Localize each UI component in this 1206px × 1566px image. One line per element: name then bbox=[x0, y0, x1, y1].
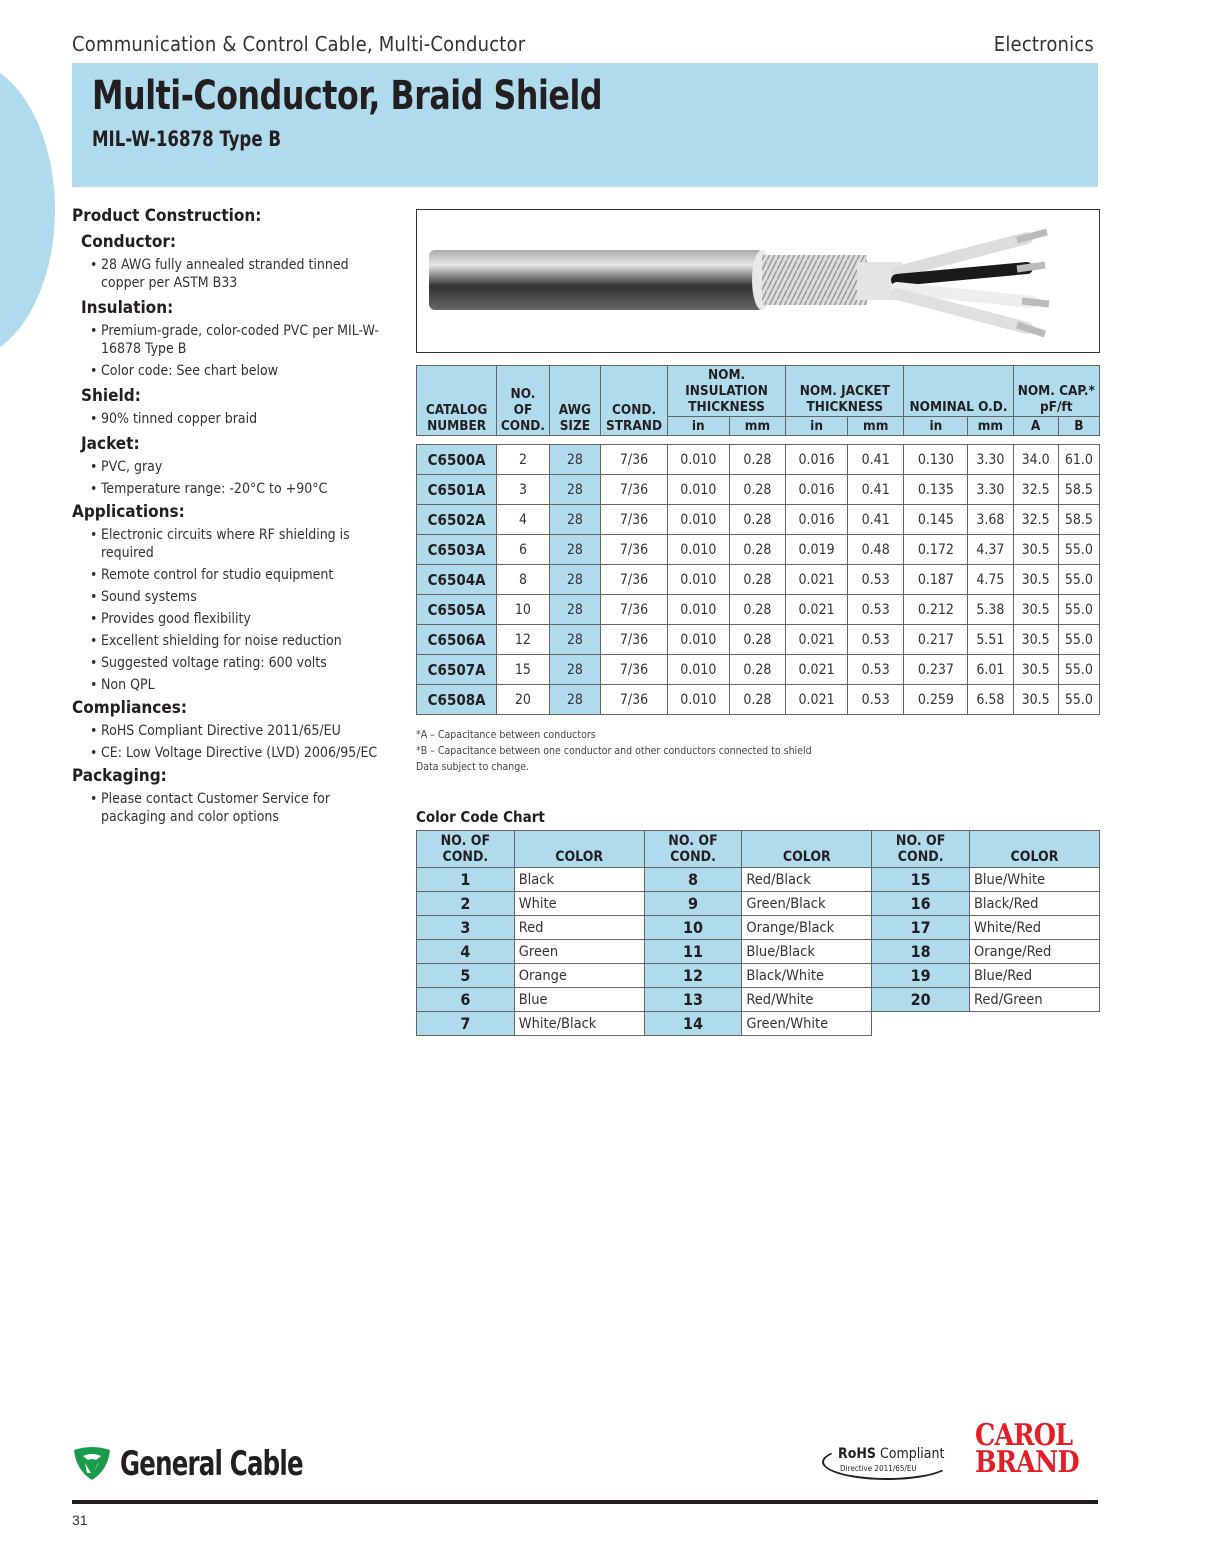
table-cell: 5.51 bbox=[968, 625, 1013, 655]
list-item: • Color code: See chart below bbox=[101, 362, 392, 380]
conductor-color: Orange bbox=[514, 964, 644, 988]
table-cell: 0.28 bbox=[729, 445, 786, 475]
category-label: Communication & Control Cable, Multi-Conductor bbox=[72, 32, 526, 56]
table-cell: 3 bbox=[497, 475, 549, 505]
compliances-list bbox=[72, 722, 392, 762]
conductor-color: Orange/Red bbox=[969, 940, 1099, 964]
table-cell: 0.41 bbox=[847, 505, 904, 535]
table-cell: 0.010 bbox=[667, 625, 729, 655]
list-item: • Sound systems bbox=[101, 588, 392, 606]
table-cell: 0.28 bbox=[729, 475, 786, 505]
conductor-color: Blue bbox=[514, 988, 644, 1012]
table-cell: 0.217 bbox=[904, 625, 968, 655]
cable-product-image bbox=[416, 209, 1100, 353]
list-item: • RoHS Compliant Directive 2011/65/EU bbox=[101, 722, 392, 740]
table-cell: 0.237 bbox=[904, 655, 968, 685]
table-cell: 3.30 bbox=[968, 475, 1013, 505]
catalog-number: C6502A bbox=[417, 505, 497, 535]
conductor-color: Red/Green bbox=[969, 988, 1099, 1012]
header-od: NOMINAL O.D. bbox=[904, 366, 1013, 417]
table-cell: 30.5 bbox=[1013, 625, 1058, 655]
conductor-number: 14 bbox=[644, 1012, 742, 1036]
table-cell: 8 bbox=[497, 565, 549, 595]
conductor-number: 19 bbox=[872, 964, 970, 988]
table-cell: 30.5 bbox=[1013, 535, 1058, 565]
compliances-heading: Compliances: bbox=[72, 698, 187, 718]
table-cell: 34.0 bbox=[1013, 445, 1058, 475]
header-jacket: NOM. JACKET THICKNESS bbox=[786, 366, 904, 417]
table-cell: 28 bbox=[549, 655, 600, 685]
table-cell: 0.145 bbox=[904, 505, 968, 535]
conductor-number: 6 bbox=[417, 988, 515, 1012]
conductor-number: 16 bbox=[872, 892, 970, 916]
table-row bbox=[417, 988, 1100, 1012]
table-cell: 3.68 bbox=[968, 505, 1013, 535]
table-cell: 0.010 bbox=[667, 505, 729, 535]
general-cable-shield-icon bbox=[72, 1446, 112, 1482]
table-cell: 0.021 bbox=[786, 595, 848, 625]
table-cell: 55.0 bbox=[1058, 685, 1099, 715]
empty-cell bbox=[872, 1012, 1100, 1036]
list-item: • Please contact Customer Service for packaging and color options bbox=[101, 790, 392, 826]
table-cell: 28 bbox=[549, 625, 600, 655]
table-row bbox=[417, 535, 1100, 565]
conductor-color: Black/White bbox=[742, 964, 872, 988]
conductor-number: 13 bbox=[644, 988, 742, 1012]
conductor-list bbox=[72, 256, 392, 292]
list-item: • Suggested voltage rating: 600 volts bbox=[101, 654, 392, 672]
table-cell: 0.28 bbox=[729, 655, 786, 685]
color-code-body bbox=[417, 868, 1100, 1036]
table-cell: 0.41 bbox=[847, 475, 904, 505]
catalog-number: C6506A bbox=[417, 625, 497, 655]
table-cell: 0.016 bbox=[786, 445, 848, 475]
table-cell: 0.021 bbox=[786, 565, 848, 595]
applications-heading: Applications: bbox=[72, 502, 185, 522]
table-row bbox=[417, 565, 1100, 595]
insulation-list bbox=[72, 322, 392, 380]
conductor-number: 10 bbox=[644, 916, 742, 940]
table-row bbox=[417, 940, 1100, 964]
table-row bbox=[417, 1012, 1100, 1036]
table-row bbox=[417, 445, 1100, 475]
general-cable-logo bbox=[72, 1444, 348, 1484]
table-cell: 7/36 bbox=[601, 595, 668, 625]
color-code-table bbox=[416, 830, 1100, 1036]
table-cell: 0.187 bbox=[904, 565, 968, 595]
table-row bbox=[417, 625, 1100, 655]
table-cell: 7/36 bbox=[601, 565, 668, 595]
table-cell: 0.53 bbox=[847, 655, 904, 685]
applications-list bbox=[72, 526, 392, 694]
conductor-color: White/Black bbox=[514, 1012, 644, 1036]
side-decorative-arc bbox=[0, 60, 55, 360]
table-cell: 0.53 bbox=[847, 685, 904, 715]
table-cell: 6.01 bbox=[968, 655, 1013, 685]
table-cell: 7/36 bbox=[601, 535, 668, 565]
table-cell: 0.019 bbox=[786, 535, 848, 565]
catalog-number: C6508A bbox=[417, 685, 497, 715]
packaging-list bbox=[72, 790, 392, 826]
table-cell: 6.58 bbox=[968, 685, 1013, 715]
conductor-color: Black bbox=[514, 868, 644, 892]
table-cell: 28 bbox=[549, 445, 600, 475]
brand-name: General Cable bbox=[120, 1444, 303, 1484]
spec-table bbox=[416, 365, 1100, 715]
table-cell: 55.0 bbox=[1058, 625, 1099, 655]
conductor-number: 18 bbox=[872, 940, 970, 964]
table-cell: 0.28 bbox=[729, 685, 786, 715]
conductor-color: Red/White bbox=[742, 988, 872, 1012]
list-item: • Premium-grade, color-coded PVC per MIL-W-16878 Type B bbox=[101, 322, 392, 358]
header-unit: in bbox=[786, 417, 848, 436]
table-cell: 0.130 bbox=[904, 445, 968, 475]
table-cell: 3.30 bbox=[968, 445, 1013, 475]
carol-line1: CAROL bbox=[975, 1418, 1073, 1453]
table-cell: 4 bbox=[497, 505, 549, 535]
list-item: • Remote control for studio equipment bbox=[101, 566, 392, 584]
header-cond: NO. OF COND. bbox=[644, 831, 742, 868]
table-cell: 0.41 bbox=[847, 445, 904, 475]
conductor-color: Green/Black bbox=[742, 892, 872, 916]
cable-illustration-icon bbox=[417, 210, 1099, 352]
conductor-number: 9 bbox=[644, 892, 742, 916]
table-cell: 0.010 bbox=[667, 565, 729, 595]
list-item: • Temperature range: -20°C to +90°C bbox=[101, 480, 392, 498]
carol-brand-logo bbox=[975, 1418, 1079, 1480]
list-item: • Electronic circuits where RF shielding is required bbox=[101, 526, 392, 562]
table-cell: 58.5 bbox=[1058, 505, 1099, 535]
list-item: • 28 AWG fully annealed stranded tinned copper per ASTM B33 bbox=[101, 256, 392, 292]
packaging-heading: Packaging: bbox=[72, 766, 167, 786]
list-item: • 90% tinned copper braid bbox=[101, 410, 392, 428]
table-cell: 7/36 bbox=[601, 655, 668, 685]
shield-list bbox=[72, 410, 392, 428]
table-cell: 28 bbox=[549, 475, 600, 505]
conductor-heading: Conductor: bbox=[81, 232, 177, 252]
conductor-color: Blue/Red bbox=[969, 964, 1099, 988]
table-cell: 28 bbox=[549, 595, 600, 625]
table-cell: 0.021 bbox=[786, 625, 848, 655]
list-item: • Non QPL bbox=[101, 676, 392, 694]
header-color: COLOR bbox=[514, 831, 644, 868]
table-row bbox=[417, 892, 1100, 916]
table-cell: 32.5 bbox=[1013, 475, 1058, 505]
conductor-color: Black/Red bbox=[969, 892, 1099, 916]
header-unit: mm bbox=[968, 417, 1013, 436]
table-row bbox=[417, 868, 1100, 892]
table-cell: 32.5 bbox=[1013, 505, 1058, 535]
table-cell: 7/36 bbox=[601, 445, 668, 475]
conductor-color: White/Red bbox=[969, 916, 1099, 940]
table-cell: 0.53 bbox=[847, 595, 904, 625]
header-cond: NO. OF COND. bbox=[497, 366, 549, 436]
rohs-label bbox=[838, 1446, 944, 1462]
note-a: *A – Capacitance between conductors bbox=[416, 729, 596, 741]
conductor-number: 5 bbox=[417, 964, 515, 988]
table-cell: 0.53 bbox=[847, 625, 904, 655]
list-item: • Excellent shielding for noise reduction bbox=[101, 632, 392, 650]
table-cell: 0.016 bbox=[786, 505, 848, 535]
table-cell: 4.75 bbox=[968, 565, 1013, 595]
table-row bbox=[417, 916, 1100, 940]
table-cell: 0.259 bbox=[904, 685, 968, 715]
jacket-heading: Jacket: bbox=[81, 434, 140, 454]
conductor-color: Red/Black bbox=[742, 868, 872, 892]
shield-heading: Shield: bbox=[81, 386, 141, 406]
header-unit: mm bbox=[729, 417, 786, 436]
table-row bbox=[417, 964, 1100, 988]
header-color: COLOR bbox=[969, 831, 1099, 868]
jacket-list bbox=[72, 458, 392, 498]
table-cell: 0.48 bbox=[847, 535, 904, 565]
rohs-compliant: Compliant bbox=[879, 1446, 945, 1462]
table-cell: 0.010 bbox=[667, 595, 729, 625]
conductor-number: 4 bbox=[417, 940, 515, 964]
table-cell: 0.010 bbox=[667, 655, 729, 685]
construction-heading: Product Construction: bbox=[72, 206, 262, 226]
rohs-directive: Directive 2011/65/EU bbox=[840, 1464, 917, 1473]
header-unit: B bbox=[1058, 417, 1099, 436]
table-cell: 55.0 bbox=[1058, 535, 1099, 565]
rohs-logo bbox=[822, 1440, 950, 1480]
conductor-color: Green/White bbox=[742, 1012, 872, 1036]
conductor-number: 12 bbox=[644, 964, 742, 988]
table-cell: 0.021 bbox=[786, 685, 848, 715]
list-item: • CE: Low Voltage Directive (LVD) 2006/95/EC bbox=[101, 744, 392, 762]
table-cell: 28 bbox=[549, 535, 600, 565]
carol-line2: BRAND bbox=[975, 1445, 1079, 1480]
conductor-number: 11 bbox=[644, 940, 742, 964]
table-cell: 0.021 bbox=[786, 655, 848, 685]
catalog-number: C6505A bbox=[417, 595, 497, 625]
table-cell: 0.010 bbox=[667, 475, 729, 505]
table-cell: 30.5 bbox=[1013, 565, 1058, 595]
header-cond: NO. OF COND. bbox=[872, 831, 970, 868]
table-cell: 7/36 bbox=[601, 475, 668, 505]
table-cell: 0.010 bbox=[667, 445, 729, 475]
table-cell: 10 bbox=[497, 595, 549, 625]
header-insulation: NOM. INSULATION THICKNESS bbox=[667, 366, 785, 417]
table-cell: 20 bbox=[497, 685, 549, 715]
list-item: • Provides good flexibility bbox=[101, 610, 392, 628]
table-cell: 7/36 bbox=[601, 625, 668, 655]
note-disclaimer: Data subject to change. bbox=[416, 761, 530, 773]
catalog-number: C6504A bbox=[417, 565, 497, 595]
table-cell: 6 bbox=[497, 535, 549, 565]
header-unit: in bbox=[904, 417, 968, 436]
header-unit: A bbox=[1013, 417, 1058, 436]
insulation-heading: Insulation: bbox=[81, 298, 174, 318]
conductor-number: 17 bbox=[872, 916, 970, 940]
header-color: COLOR bbox=[742, 831, 872, 868]
catalog-number: C6501A bbox=[417, 475, 497, 505]
table-cell: 0.53 bbox=[847, 565, 904, 595]
table-row bbox=[417, 475, 1100, 505]
table-cell: 0.010 bbox=[667, 685, 729, 715]
conductor-color: Red bbox=[514, 916, 644, 940]
header-strand: COND. STRAND bbox=[601, 366, 668, 436]
color-chart-title: Color Code Chart bbox=[416, 808, 545, 826]
table-row bbox=[417, 595, 1100, 625]
table-cell: 0.28 bbox=[729, 535, 786, 565]
table-cell: 7/36 bbox=[601, 685, 668, 715]
table-cell: 55.0 bbox=[1058, 565, 1099, 595]
conductor-color: Green bbox=[514, 940, 644, 964]
table-cell: 2 bbox=[497, 445, 549, 475]
page-subtitle: MIL-W-16878 Type B bbox=[92, 127, 282, 151]
catalog-number: C6503A bbox=[417, 535, 497, 565]
table-row bbox=[417, 505, 1100, 535]
table-cell: 0.28 bbox=[729, 565, 786, 595]
table-cell: 15 bbox=[497, 655, 549, 685]
table-cell: 30.5 bbox=[1013, 685, 1058, 715]
table-cell: 0.212 bbox=[904, 595, 968, 625]
conductor-number: 7 bbox=[417, 1012, 515, 1036]
header-cap: NOM. CAP.* pF/ft bbox=[1013, 366, 1100, 417]
table-row bbox=[417, 655, 1100, 685]
product-info-column bbox=[72, 206, 392, 830]
table-cell: 0.28 bbox=[729, 505, 786, 535]
table-cell: 0.172 bbox=[904, 535, 968, 565]
conductor-number: 15 bbox=[872, 868, 970, 892]
catalog-number: C6507A bbox=[417, 655, 497, 685]
section-label: Electronics bbox=[993, 32, 1094, 56]
page-number: 31 bbox=[72, 1512, 88, 1528]
conductor-color: Orange/Black bbox=[742, 916, 872, 940]
header-cond: NO. OF COND. bbox=[417, 831, 515, 868]
table-cell: 28 bbox=[549, 565, 600, 595]
footer-rule bbox=[72, 1500, 1098, 1504]
table-cell: 30.5 bbox=[1013, 595, 1058, 625]
page-title: Multi-Conductor, Braid Shield bbox=[92, 73, 603, 119]
conductor-number: 20 bbox=[872, 988, 970, 1012]
header-unit: mm bbox=[847, 417, 904, 436]
conductor-color: Blue/Black bbox=[742, 940, 872, 964]
table-cell: 0.016 bbox=[786, 475, 848, 505]
table-row bbox=[417, 685, 1100, 715]
list-item: • PVC, gray bbox=[101, 458, 392, 476]
spec-table-body bbox=[417, 436, 1100, 715]
header-awg: AWG SIZE bbox=[549, 366, 600, 436]
table-cell: 0.135 bbox=[904, 475, 968, 505]
table-cell: 7/36 bbox=[601, 505, 668, 535]
table-cell: 55.0 bbox=[1058, 595, 1099, 625]
table-cell: 0.28 bbox=[729, 595, 786, 625]
table-cell: 0.010 bbox=[667, 535, 729, 565]
table-cell: 4.37 bbox=[968, 535, 1013, 565]
conductor-number: 1 bbox=[417, 868, 515, 892]
table-cell: 30.5 bbox=[1013, 655, 1058, 685]
header-catalog: CATALOG NUMBER bbox=[417, 366, 497, 436]
conductor-color: White bbox=[514, 892, 644, 916]
note-b: *B – Capacitance between one conductor and other conductors connected to shield bbox=[416, 745, 812, 757]
table-cell: 61.0 bbox=[1058, 445, 1099, 475]
table-cell: 5.38 bbox=[968, 595, 1013, 625]
header-unit: in bbox=[667, 417, 729, 436]
conductor-color: Blue/White bbox=[969, 868, 1099, 892]
rohs-main: RoHS bbox=[838, 1446, 876, 1462]
table-cell: 28 bbox=[549, 505, 600, 535]
page-header bbox=[72, 32, 1094, 56]
table-cell: 12 bbox=[497, 625, 549, 655]
conductor-number: 8 bbox=[644, 868, 742, 892]
conductor-number: 3 bbox=[417, 916, 515, 940]
conductor-number: 2 bbox=[417, 892, 515, 916]
table-cell: 55.0 bbox=[1058, 655, 1099, 685]
table-cell: 28 bbox=[549, 685, 600, 715]
table-cell: 0.28 bbox=[729, 625, 786, 655]
table-cell: 58.5 bbox=[1058, 475, 1099, 505]
spec-notes bbox=[416, 727, 812, 775]
catalog-number: C6500A bbox=[417, 445, 497, 475]
title-banner bbox=[72, 63, 1098, 187]
